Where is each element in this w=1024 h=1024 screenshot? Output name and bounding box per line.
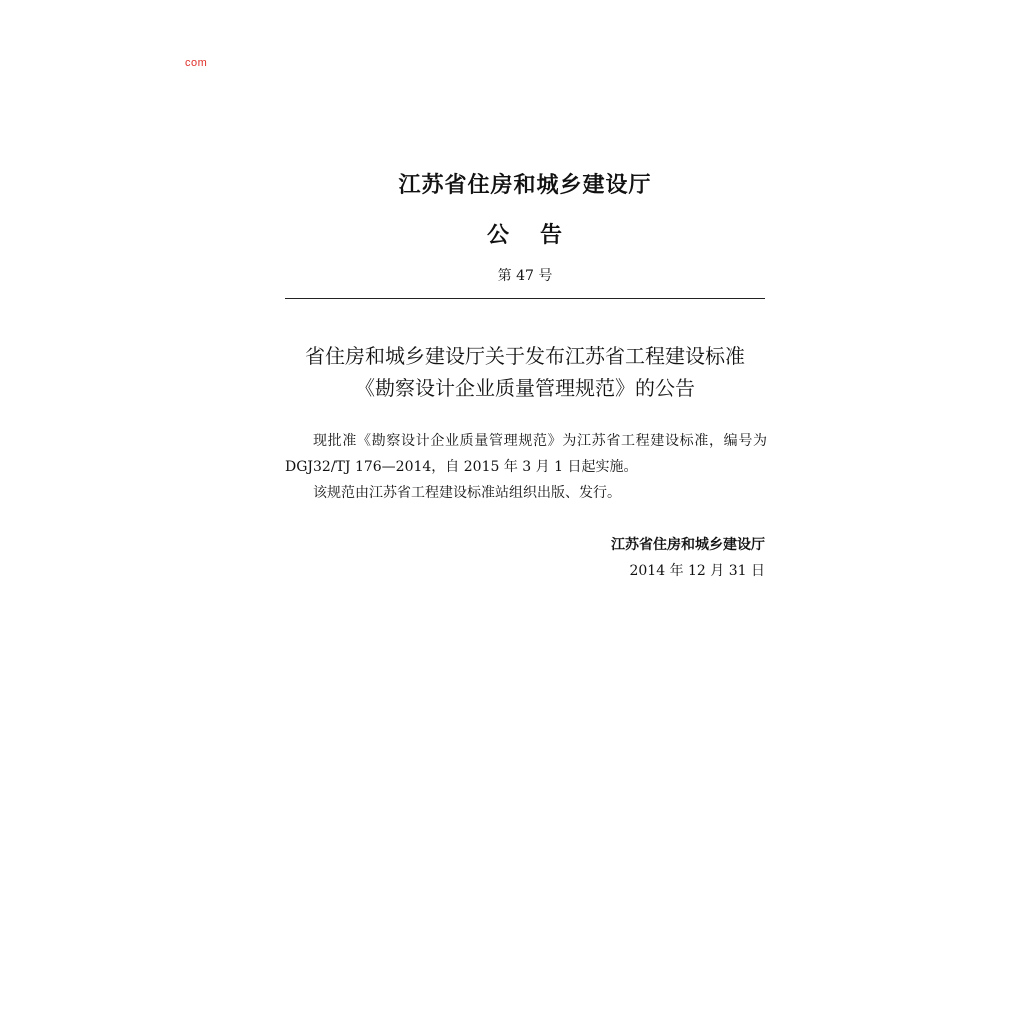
notice-number: 第 47 号 bbox=[497, 268, 553, 284]
notice-title-right: 告 bbox=[540, 223, 564, 248]
signature-organization: 江苏省住房和城乡建设厅 bbox=[611, 537, 765, 553]
notice-title-left: 公 bbox=[486, 223, 510, 248]
document-body bbox=[285, 428, 767, 506]
body-paragraph-2: 该规范由江苏省工程建设标准站组织出版、发行。 bbox=[313, 485, 621, 501]
notice-title bbox=[285, 218, 765, 249]
document-heading-line-2: 《勘察设计企业质量管理规范》的公告 bbox=[355, 376, 695, 400]
document-heading bbox=[285, 340, 765, 404]
header-divider bbox=[285, 298, 765, 299]
watermark-text: com bbox=[185, 57, 208, 69]
document-heading-line-1: 省住房和城乡建设厅关于发布江苏省工程建设标准 bbox=[305, 344, 745, 368]
issuer-title: 江苏省住房和城乡建设厅 bbox=[398, 173, 652, 198]
signature-date: 2014 年 12 月 31 日 bbox=[629, 563, 765, 579]
body-paragraph-1: 现批准《勘察设计企业质量管理规范》为江苏省工程建设标准，编号为 DGJ32/TJ 176—2014，自 2015 年 3 月 1 日起实施。 bbox=[285, 433, 767, 475]
